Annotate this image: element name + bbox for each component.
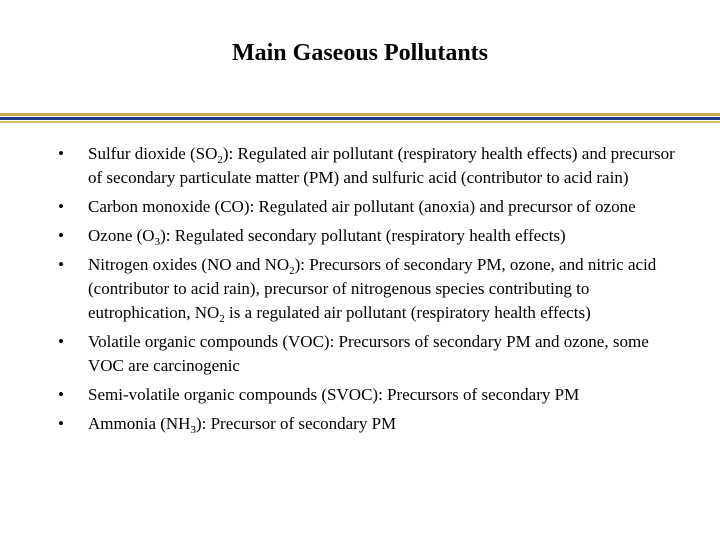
subscript: 2 [217,154,223,166]
subscript: 2 [289,264,295,277]
bullet-text: Semi-volatile organic compounds (SVOC): Precursors of secondary PM [88,384,580,404]
bullet-text: Carbon monoxide (CO): Regulated air pollutant (anoxia) and precursor of ozone [88,197,636,216]
bullet-text: ): Precursors of secondary PM, ozone, and nitric acid (contributor to acid rain), precursor of nitrogenous species contributing to eutrophication, NO [88,254,657,322]
bullet-glyph: • [58,197,64,216]
bullet-glyph: • [58,331,64,351]
bullet-list [58,142,678,440]
bullet-voc [58,330,678,378]
subscript: 3 [190,423,196,436]
bullet-text: Volatile organic compounds (VOC): Precursors of secondary PM and ozone, some VOC are carcinogenic [88,331,649,375]
title-divider-navy [0,117,720,120]
bullet-text: ): Precursor of secondary PM [195,413,397,433]
bullet-ammonia [58,412,678,436]
slide-title: Main Gaseous Pollutants [231,40,489,66]
bullet-carbon-monoxide [58,195,678,219]
bullet-text: ): Regulated air pollutant (respiratory health effects) and precursor of secondary particulate matter (PM) and sulfuric acid (contributor to acid rain) [88,144,675,188]
bullet-sulfur-dioxide [58,142,678,190]
bullet-glyph: • [58,144,64,163]
bullet-svoc [58,383,678,407]
bullet-text: Sulfur dioxide (SO [88,144,218,163]
bullet-nitrogen-oxides [58,253,678,326]
bullet-glyph: • [58,225,64,245]
bullet-glyph: • [58,254,64,274]
bullet-text: is a regulated air pollutant (respiratory health effects) [224,303,591,322]
title-divider-gold-lower [0,121,720,123]
bullet-text: ): Regulated secondary pollutant (respiratory health effects) [160,225,566,245]
bullet-glyph: • [58,413,64,433]
bullet-glyph: • [58,384,64,404]
bullet-text: Ammonia (NH [88,413,191,433]
bullet-ozone [58,224,678,248]
title-divider-gold [0,113,720,116]
subscript: 2 [219,313,225,325]
bullet-text: Ozone (O [88,225,155,245]
bullet-text: Nitrogen oxides (NO and NO [88,254,290,274]
subscript: 3 [154,235,161,248]
